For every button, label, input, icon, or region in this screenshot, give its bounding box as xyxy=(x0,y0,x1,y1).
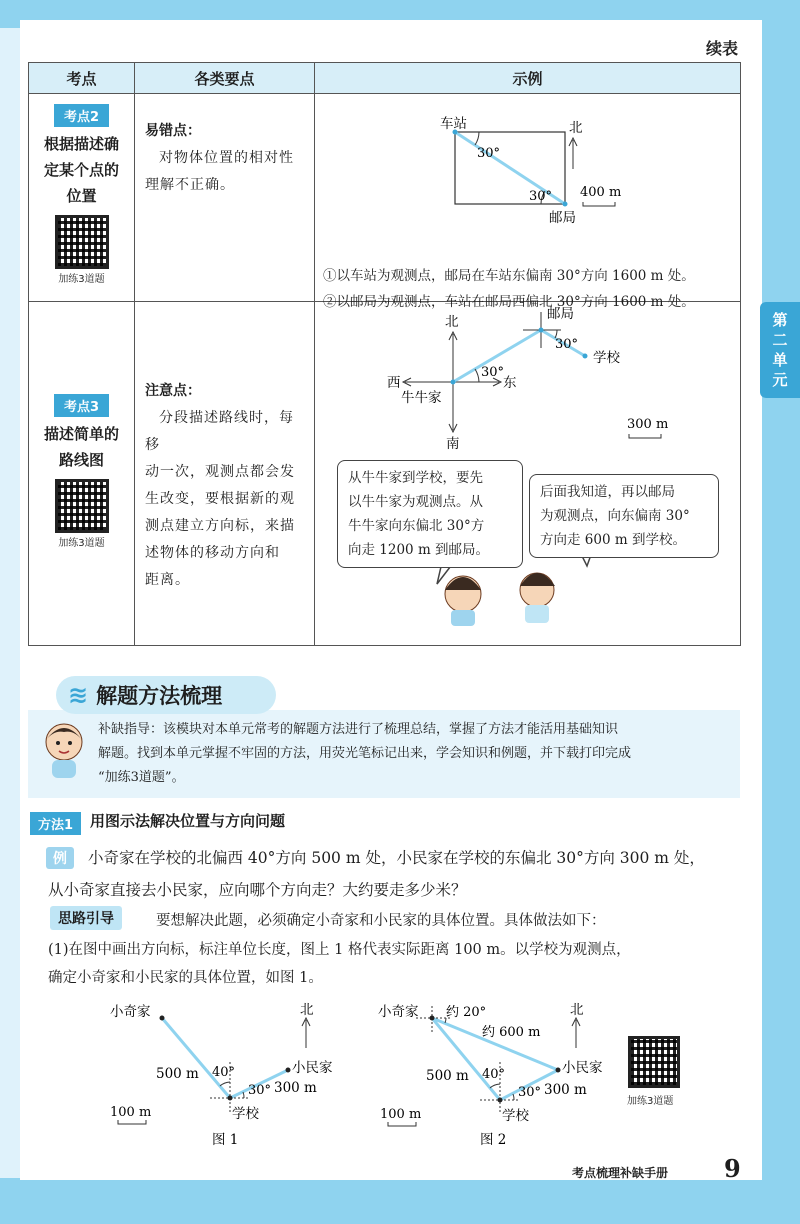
example-cell-2 xyxy=(315,94,741,310)
east-label: 东 xyxy=(503,375,517,391)
dist2-label: 300 m xyxy=(274,1080,317,1096)
scale-label: 100 m xyxy=(110,1105,152,1120)
north-label: 北 xyxy=(445,314,459,330)
boy-shirt xyxy=(451,610,475,626)
angle-top-label: 约 20° xyxy=(446,1005,487,1020)
point-text: 对物体位置的相对性理解不正确。 xyxy=(145,150,294,193)
bubble-line: 牛牛家向东偏北 30°方 xyxy=(348,518,485,534)
angle-bottom-label: 30° xyxy=(529,189,553,204)
point-line: 测点建立方向标，来描 xyxy=(145,518,295,534)
hint-text: 要想解决此题，必须确定小奇家和小民家的具体位置。具体做法如下： xyxy=(156,913,606,929)
kaodian-3-cell xyxy=(29,302,135,646)
bubble-left xyxy=(337,460,523,568)
right-wave-border xyxy=(758,0,800,1224)
station-label: 车站 xyxy=(440,116,467,132)
girl-dress xyxy=(525,605,549,623)
scale-bar xyxy=(118,1120,146,1124)
header-points: 各类要点 xyxy=(135,63,315,94)
side-tab-char: 第 xyxy=(772,311,788,329)
point-line: 述物体的移动方向和 xyxy=(145,545,280,561)
title-line: 描述简单的 xyxy=(43,425,119,443)
point-line: 生改变，要根据新的观 xyxy=(145,491,295,507)
footer-title: 考点梳理补缺手册 xyxy=(572,1166,669,1180)
bubble-line: 向走 1200 m 到邮局。 xyxy=(348,542,490,558)
angle2-label: 30° xyxy=(555,337,579,352)
angle2-label: 30° xyxy=(248,1083,272,1098)
xiaomin-point xyxy=(286,1068,291,1073)
title-line: 路线图 xyxy=(58,451,104,469)
scale-label: 400 m xyxy=(580,185,622,200)
title-line: 位置 xyxy=(66,187,97,205)
xiaomin-label: 小民家 xyxy=(562,1060,603,1076)
tip-text xyxy=(98,718,738,790)
scale-label: 300 m xyxy=(627,417,669,432)
bottom-wave-border xyxy=(0,1178,800,1224)
tip-line: 补缺指导：该模块对本单元常考的解题方法进行了梳理总结，掌握了方法才能活用基础知识 xyxy=(98,722,619,737)
angle1-label: 40° xyxy=(482,1067,506,1082)
method-title: 用图示法解决位置与方向问题 xyxy=(90,812,286,830)
angle-arc xyxy=(475,369,479,382)
dist1-label: 500 m xyxy=(156,1066,199,1082)
north-label: 北 xyxy=(570,1002,584,1018)
section-header xyxy=(56,676,276,714)
kaodian-2-title xyxy=(29,131,134,209)
side-tab-char: 单 xyxy=(772,351,788,369)
post-label: 邮局 xyxy=(547,306,574,322)
step-line-1: (1)在图中画出方向标，标注单位长度，图上 1 格代表实际距离 100 m。以学校为观测点， xyxy=(48,942,631,958)
qr-label: 加练3道题 xyxy=(627,1096,674,1107)
section-title: 解题方法梳理 xyxy=(96,684,223,708)
bubble-line: 以牛牛家为观测点。从 xyxy=(348,494,483,510)
figure-caption: 图 2 xyxy=(480,1132,507,1148)
unit-side-tab xyxy=(760,302,800,398)
side-tab-char: 元 xyxy=(772,371,788,389)
angle-arc xyxy=(490,1084,500,1088)
north-label: 北 xyxy=(569,120,583,136)
girl-avatar-icon xyxy=(38,716,90,780)
qr-code-icon[interactable] xyxy=(55,215,109,269)
header-kaodian: 考点 xyxy=(29,63,135,94)
bubble-right xyxy=(529,474,719,558)
tip-line: 解题。找到本单元掌握不牢固的方法，用荧光笔标记出来，学会知识和例题，并下载打印完成 xyxy=(98,746,632,761)
title-line: 定某个点的 xyxy=(43,161,119,179)
xiaoqi-point xyxy=(160,1016,165,1021)
scale-bar xyxy=(388,1122,416,1126)
kaodian-2-badge: 考点2 xyxy=(54,104,109,127)
figure-2 xyxy=(370,1000,620,1160)
scale-bar xyxy=(629,434,661,438)
angle-top-label: 30° xyxy=(477,146,501,161)
point-line: 动一次，观测点都会发 xyxy=(145,464,295,480)
continued-label: 续表 xyxy=(706,39,739,58)
dist2-label: 300 m xyxy=(544,1082,587,1098)
point-head: 易错点： xyxy=(145,123,201,139)
angle1-label: 30° xyxy=(481,365,505,380)
west-label: 西 xyxy=(387,375,401,391)
north-label: 北 xyxy=(300,1002,314,1018)
angle2-label: 30° xyxy=(518,1085,542,1100)
xiaoqi-point xyxy=(430,1016,435,1021)
point-line: 距离。 xyxy=(145,572,190,588)
xiaomin-point xyxy=(556,1068,561,1073)
header-example: 示例 xyxy=(315,63,741,94)
qr-code-icon[interactable] xyxy=(628,1036,680,1088)
step-line-2: 确定小奇家和小民家的具体位置，如图 1。 xyxy=(48,970,323,986)
scale-bar xyxy=(583,202,615,206)
point-cell-2 xyxy=(135,94,315,302)
point-cell-3 xyxy=(135,302,315,646)
angle1-label: 40° xyxy=(212,1065,236,1080)
tip-line: “加练3道题”。 xyxy=(98,770,185,785)
qr-code-icon[interactable] xyxy=(55,479,109,533)
school-point xyxy=(228,1096,233,1101)
school-label: 学校 xyxy=(502,1108,529,1124)
school-label: 学校 xyxy=(232,1106,259,1122)
south-label: 南 xyxy=(446,436,460,452)
school-point xyxy=(498,1098,503,1103)
xiaoqi-label: 小奇家 xyxy=(110,1004,151,1020)
side-tab-char: 二 xyxy=(772,331,788,349)
angle-arc xyxy=(475,132,479,145)
kaodian-3-title xyxy=(29,421,134,473)
qr-label: 加练3道题 xyxy=(58,538,105,549)
point-head: 注意点： xyxy=(145,383,201,399)
post-label: 邮局 xyxy=(549,210,576,226)
example-line-1: ①以车站为观测点，邮局在车站东偏南 30°方向 1600 m 处。 xyxy=(323,268,695,284)
figure-1 xyxy=(100,1000,350,1160)
xiaoqi-label: 小奇家 xyxy=(378,1004,419,1020)
hint-badge: 思路引导 xyxy=(50,906,122,930)
angle-arc xyxy=(220,1082,230,1086)
post-point xyxy=(563,202,568,207)
dist-top-label: 约 600 m xyxy=(482,1025,541,1040)
xiaoqi-line xyxy=(162,1018,230,1098)
bubble-line: 从牛牛家到学校，要先 xyxy=(348,470,483,486)
post-point xyxy=(539,328,544,333)
wave-icon: ≋ xyxy=(68,681,89,709)
kaodian-3-badge: 考点3 xyxy=(54,394,109,417)
example-line-2: ②以邮局为观测点，车站在邮局西偏北 30°方向 1600 m 处。 xyxy=(323,294,695,310)
method-badge: 方法1 xyxy=(30,812,81,835)
kaodian-2-cell xyxy=(29,94,135,302)
problem-line-2: 从小奇家直接去小民家，应向哪个方向走？大约要走多少米？ xyxy=(48,881,467,899)
page-number: 9 xyxy=(724,1154,741,1183)
example-cell-3 xyxy=(315,302,741,646)
bubble-line: 方向走 600 m 到学校。 xyxy=(540,532,686,548)
angle-arc xyxy=(513,1094,514,1100)
boy-hair xyxy=(445,577,481,590)
home-point xyxy=(451,380,456,385)
qr-label: 加练3道题 xyxy=(58,274,105,285)
school-point xyxy=(583,354,588,359)
knowledge-table xyxy=(28,62,741,646)
home-label: 牛牛家 xyxy=(401,390,442,406)
xiaomin-label: 小民家 xyxy=(292,1060,333,1076)
bubble-line: 后面我知道，再以邮局 xyxy=(540,484,675,500)
figure-caption: 图 1 xyxy=(212,1132,239,1148)
point-line: 分段描述路线时，每移 xyxy=(145,410,294,453)
problem-line-1: 小奇家在学校的北偏西 40°方向 500 m 处，小民家在学校的东偏北 30°方向 300 m 处， xyxy=(88,849,705,867)
scale-label: 100 m xyxy=(380,1107,422,1122)
school-label: 学校 xyxy=(593,350,620,366)
title-line: 根据描述确 xyxy=(43,135,119,153)
dist1-label: 500 m xyxy=(426,1068,469,1084)
bubble-line: 为观测点，向东偏南 30° xyxy=(540,508,690,524)
example-badge: 例 xyxy=(46,847,74,869)
